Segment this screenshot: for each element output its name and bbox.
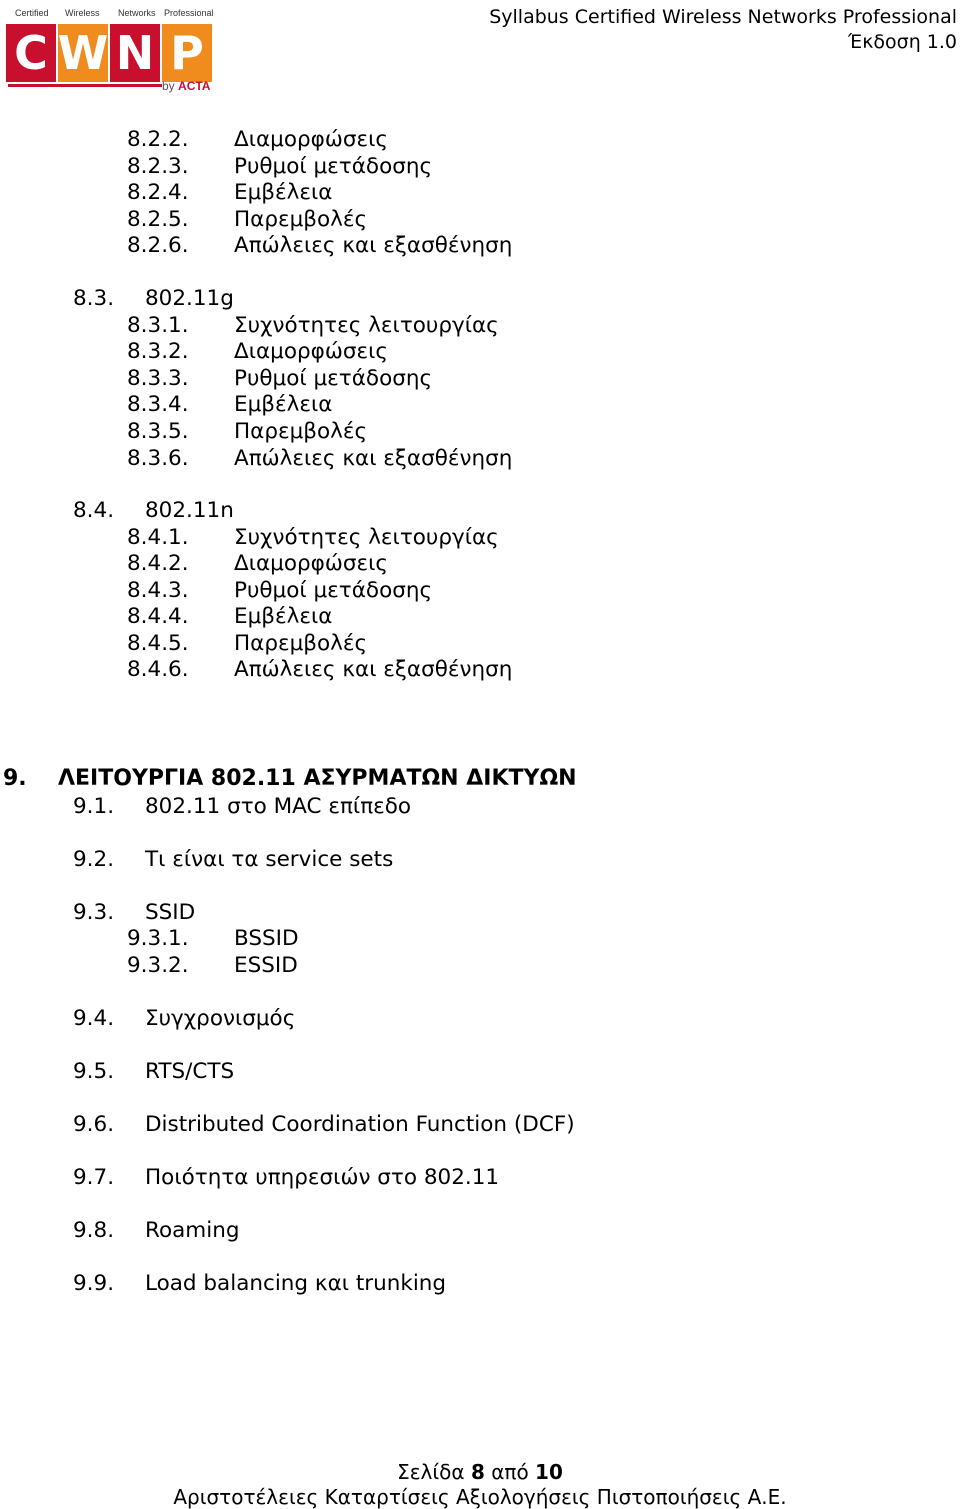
toc-title: Ρυθμοί μετάδοσης [234,578,433,603]
toc-title: Συχνότητες λειτουργίας [234,525,499,550]
logo-tagline-word: Wireless [65,8,100,18]
toc-title: Ποιότητα υπηρεσιών στο 802.11 [145,1165,500,1190]
toc-title: Παρεμβολές [234,419,368,444]
logo-tile-n: N [110,24,160,82]
toc-number: 9.3.1. [127,926,189,951]
toc-title: Εμβέλεια [234,180,333,205]
toc-number: 8.3.3. [127,366,189,391]
toc-number: 8.4.2. [127,551,189,576]
toc-title: Roaming [145,1218,240,1243]
toc-number: 8.3.2. [127,339,189,364]
toc-title: Διαμορφώσεις [234,339,388,364]
toc-number: 8.4.1. [127,525,189,550]
toc-title: Distributed Coordination Function (DCF) [145,1112,575,1137]
logo-tile-p: P [162,24,212,82]
toc-number: 8.3.5. [127,419,189,444]
toc-title: RTS/CTS [145,1059,235,1084]
toc-title: Εμβέλεια [234,392,333,417]
logo-letter-tiles [6,24,212,82]
footer-company: Αριστοτέλειες Καταρτίσεις Αξιολογήσεις Πιστοποιήσεις Α.Ε. [173,1485,787,1509]
logo-tagline-word: Certified [15,8,49,18]
toc-title: Παρεμβολές [234,207,368,232]
toc-title: 802.11g [145,286,234,311]
toc-number: 8.4.3. [127,578,189,603]
toc-title: Διαμορφώσεις [234,127,388,152]
toc-number: 8.3.4. [127,392,189,417]
toc-number: 8.2.4. [127,180,189,205]
toc-title: 802.11n [145,498,234,523]
logo-tile-c: C [6,24,56,82]
toc-number: 9.2. [73,847,115,872]
logo-underline-bar [8,84,162,87]
page-prefix: Σελίδα [397,1460,465,1484]
toc-title: Εμβέλεια [234,604,333,629]
document-version: Έκδοση 1.0 [848,31,957,53]
toc-title: Load balancing και trunking [145,1271,447,1296]
toc-number: 8.4.5. [127,631,189,656]
toc-number: 9.7. [73,1165,115,1190]
toc-title: Απώλειες και εξασθένηση [234,657,513,682]
toc-number: 8.2.5. [127,207,189,232]
toc-number: 8.4. [73,498,115,523]
toc-title: Απώλειες και εξασθένηση [234,233,513,258]
toc-number: 8.4.4. [127,604,189,629]
toc-number: 9.8. [73,1218,115,1243]
toc-title: ESSID [234,953,298,978]
logo-tagline-word: Professional [164,8,214,18]
toc-number: 8.2.2. [127,127,189,152]
toc-title: Συχνότητες λειτουργίας [234,313,499,338]
logo-by-brand: ACTA [178,79,211,93]
toc-title: Τι είναι τα service sets [145,847,394,872]
toc-title: Ρυθμοί μετάδοσης [234,366,433,391]
toc-title: Παρεμβολές [234,631,368,656]
toc-title: Απώλειες και εξασθένηση [234,446,513,471]
toc-number: 8.4.6. [127,657,189,682]
toc-number: 9.5. [73,1059,115,1084]
toc-number: 8.2.3. [127,154,189,179]
cwnp-logo [6,8,214,96]
toc-title: SSID [145,900,196,925]
toc-number: 9.6. [73,1112,115,1137]
toc-number: 9.3. [73,900,115,925]
toc-number: 9.1. [73,794,115,819]
toc-title: BSSID [234,926,299,951]
toc-number: 8.2.6. [127,233,189,258]
logo-tile-w: W [57,26,109,80]
logo-by-acta [162,79,210,93]
toc-number: 8.3.6. [127,446,189,471]
page-total: 10 [535,1460,563,1484]
page-number [0,1460,960,1484]
toc-title: Ρυθμοί μετάδοσης [234,154,433,179]
logo-tagline-word: Networks [118,8,156,18]
toc-number: 9.3.2. [127,953,189,978]
toc-number: 9.9. [73,1271,115,1296]
toc-number: 9.4. [73,1006,115,1031]
toc-number: 8.3. [73,286,115,311]
toc-title: Διαμορφώσεις [234,551,388,576]
toc-number: 8.3.1. [127,313,189,338]
toc-title: 802.11 στο MAC επίπεδο [145,794,412,819]
toc-number: 9. [3,766,27,791]
toc-title: ΛΕΙΤΟΥΡΓΙΑ 802.11 ΑΣΥΡΜΑΤΩΝ ΔΙΚΤΥΩΝ [58,766,577,791]
toc-title: Συγχρονισμός [145,1006,296,1031]
document-title: Syllabus Certified Wireless Networks Professional [489,6,957,28]
logo-by-prefix: by [162,79,175,93]
page-middle: από [491,1460,529,1484]
page-current: 8 [470,1460,485,1484]
